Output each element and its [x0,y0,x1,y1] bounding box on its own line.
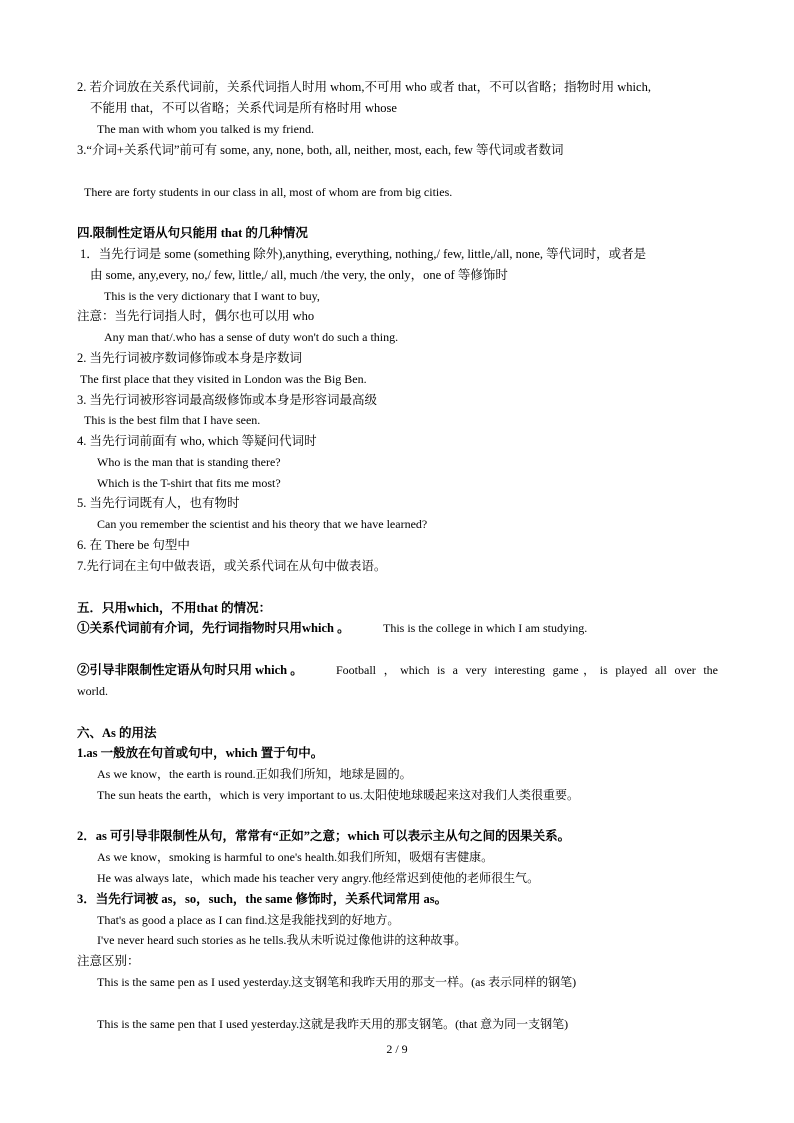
example-sentence: As we know，the earth is round.正如我们所知，地球是圆的。 [97,767,412,781]
example-sentence: Football ，which is a very interesting game，is played all over the [336,663,718,677]
section-heading: 六、As 的用法 [77,726,157,740]
example-sentence: Any man that/.who has a sense of duty won't do such a thing. [104,330,399,344]
example-sentence: This is the college in which I am studying. [383,621,588,635]
note-line: 注意：当先行词指人时，偶尔也可以用 who [77,309,315,323]
rule-line: 3．当先行词被 as，so，such，the same 修饰时，关系代词常用 as。 [77,892,448,906]
text-line: 2. 当先行词被序数词修饰或本身是序数词 [77,351,303,365]
text-line: 7.先行词在主句中做表语，或关系代词在从句中做表语。 [77,559,387,573]
text-line: 不能用 that，不可以省略；关系代词是所有格时用 whose [90,101,397,115]
example-sentence: That's as good a place as I can find.这是我能找到的好地方。 [97,913,400,927]
text-line: 5. 当先行词既有人，也有物时 [77,496,240,510]
text-line: 3.“介词+关系代词”前可有 some, any, none, both, all, neither, most, each, few 等代词或者数词 [77,143,564,157]
example-sentence: Can you remember the scientist and his theory that we have learned? [97,517,428,531]
rule-line: 2．as 可引导非限制性从句，常常有“正如”之意；which 可以表示主从句之间的因果关系。 [77,829,571,843]
example-sentence: Who is the man that is standing there? [97,455,281,469]
note-line: 注意区别： [77,954,140,968]
example-sentence: The first place that they visited in London was the Big Ben. [80,372,367,386]
text-line: 由 some, any,every, no,/ few, little,/ all, much /the very, the only，one of 等修饰时 [90,268,508,282]
example-sentence: The man with whom you talked is my friend. [97,122,314,136]
text-line: 1．当先行词是 some (something 除外),anything, everything, nothing,/ few, little,/all, none, 等代词时，或者是 [80,247,647,261]
example-sentence: Which is the T-shirt that fits me most? [97,476,281,490]
example-sentence: world. [77,684,108,698]
text-line: 6. 在 There be 句型中 [77,538,190,552]
text-line: 3. 当先行词被形容词最高级修饰或本身是形容词最高级 [77,393,378,407]
text-line: 4. 当先行词前面有 who, which 等疑问代词时 [77,434,317,448]
rule-line: ②引导非限制性定语从句时只用 which 。 [77,663,303,677]
example-sentence: There are forty students in our class in all, most of whom are from big cities. [84,185,453,199]
section-heading: 四.限制性定语从句只能用 that 的几种情况 [77,226,308,240]
rule-line: 1.as 一般放在句首或句中，which 置于句中。 [77,746,324,760]
example-sentence: This is the very dictionary that I want to buy, [104,289,320,303]
example-sentence: As we know，smoking is harmful to one's health.如我们所知，吸烟有害健康。 [97,850,494,864]
example-sentence: This is the best film that I have seen. [84,413,261,427]
example-sentence: I've never heard such stories as he tells.我从未听说过像他讲的这种故事。 [97,933,467,947]
section-heading: 五．只用which，不用that 的情况： [77,601,272,615]
example-sentence: This is the same pen as I used yesterday.这支钢笔和我昨天用的那支一样。(as 表示同样的钢笔) [97,975,577,989]
text-line: 2. 若介词放在关系代词前，关系代词指人时用 whom,不可用 who 或者 that，不可以省略；指物时用 which, [77,80,651,94]
example-sentence: The sun heats the earth，which is very important to us.太阳使地球暖起来这对我们人类很重要。 [97,788,579,802]
example-sentence: He was always late，which made his teacher very angry.他经常迟到使他的老师很生气。 [97,871,540,885]
example-sentence: This is the same pen that I used yesterday.这就是我昨天用的那支钢笔。(that 意为同一支钢笔) [97,1017,569,1031]
page-number: 2 / 9 [386,1042,408,1056]
rule-line: ①关系代词前有介词，先行词指物时只用which 。 [77,621,350,635]
